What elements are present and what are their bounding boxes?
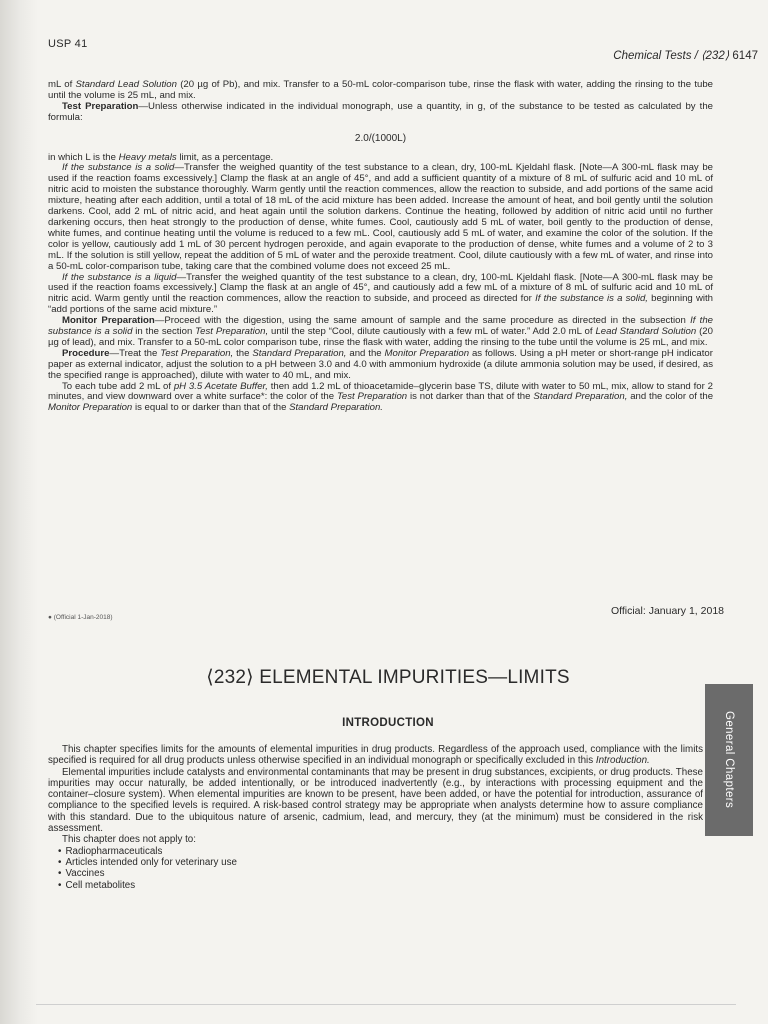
page-spine-shadow bbox=[0, 0, 38, 1024]
introduction-body bbox=[48, 744, 703, 891]
intro-paragraph-2: Elemental impurities include catalysts and environmental contaminants that may be present in drug substances, excipients, or drug products. These impurities may occur naturally, be added intentionally, or be introduced inadvertently (e.g., by interactions with processing equipment and the container–closure system). When elemental impurities are known to be present, have been added, or have the potential for introduction, assurance of compliance to the specified levels is required. A risk-based control strategy may be appropriate when analysts determine how to assure compliance with this standard. Due to the ubiquitous nature of arsenic, cadmium, lead, and mercury, they (at the minimum) must be considered in the risk assessment. bbox=[48, 766, 703, 835]
solid-heading: If the substance is a solid bbox=[62, 162, 175, 174]
formula: 2.0/(1000L) bbox=[354, 132, 407, 144]
paragraph-each-tube: To each tube add 2 mL of pH 3.5 Acetate Buffer, then add 1.2 mL of thioacetamide–glycerin base TS, dilute with water to 50 mL, mix, allow to stand for 2 minutes, and view downward over a white surface*: the color of the Test Preparation is not darker than that of the Standard Preparation, and the color of the Monitor Preparation is equal to or darker than that of the Standard Preparation. bbox=[48, 380, 714, 414]
official-date: Official: January 1, 2018 bbox=[610, 605, 724, 617]
page-number: 6147 bbox=[732, 50, 758, 62]
list-item: • Radiopharmaceuticals bbox=[58, 846, 703, 857]
test-preparation-heading: Test Preparation bbox=[62, 100, 139, 112]
list-item: • Cell metabolites bbox=[58, 880, 703, 891]
paragraph-procedure: Procedure—Treat the Test Preparation, the Standard Preparation, and the Monitor Preparation as follows. Using a pH meter or short-range pH indicator paper as external indicator, adjust the solution to a pH between 3.0 and 4.0 with ammonium hydroxide (a dilute ammonia solution may be used, if desired, as the specified range is approached), dilute with water to 40 mL, and mix. bbox=[48, 347, 713, 381]
monitor-preparation-heading: Monitor Preparation bbox=[62, 315, 155, 327]
intro-paragraph-1: This chapter specifies limits for the amounts of elemental impurities in drug products. Regardless of the approach used, compliance with the limits specified is required for all drug products unless otherwise specified in an individual monograph or specifically excluded in this Introduction. bbox=[48, 744, 703, 767]
paragraph-solid-substance: If the substance is a solid—Transfer the weighed quantity of the test substance to a clean, dry, 100-mL Kjeldahl flask. [Note—A 300-mL flask may be used if the reaction foams excessively.] Clamp the flask at an angle of 45°, and add a sufficient quantity of a mixture of 8 mL of sulfuric acid and 10 mL of nitric acid to moisten the substance thoroughly. Warm gently until the reaction commences, allow the reaction to subside, and add portions of the same acid mixture, heating after each addition, until a total of 18 mL of the acid mixture has been added. Increase the amount of heat, and boil gently until the solution darkens. Cool, add 2 mL of nitric acid, and heat again until the solution darkens. Continue the heating, followed by addition of nitric acid until no further darkening occurs, then heat strongly to the production of dense, white fumes. Cool, cautiously add 5 mL of water, boil gently to the production of dense, white fumes, and continue heating until the volume is reduced to a few mL. Cool, cautiously add 5 mL of water, and examine the color of the solution. If the color is yellow, cautiously add 1 mL of 30 percent hydrogen peroxide, and again evaporate to the production of dense, white fumes and a volume of 2 to 3 mL. If the solution is still yellow, repeat the addition of 5 mL of water and the peroxide treatment. Cool, dilute cautiously with a few mL of water, and rinse into a 50-mL color-comparison tube, taking care that the combined volume does not exceed 25 mL. bbox=[48, 162, 713, 272]
exclusion-list bbox=[48, 846, 703, 891]
paragraph-monitor-preparation: Monitor Preparation—Proceed with the digestion, using the same amount of sample and the same procedure as directed in the subsection If the substance is a solid in the section Test Preparation, until the step “Cool, dilute cautiously with a few mL of water.” Add 2.0 mL of Lead Standard Solution (20 µg of lead), and mix. Transfer to a 50-mL color comparison tube, rinse the flask with water, adding the rinsing to the tube until the volume is 25 mL, and mix. bbox=[48, 315, 713, 348]
tab-label: General Chapters bbox=[723, 711, 735, 809]
document-page bbox=[38, 0, 758, 1024]
chapter-title: ⟨232⟩ ELEMENTAL IMPURITIES—LIMITS bbox=[206, 667, 570, 688]
list-item: • Articles intended only for veterinary use bbox=[58, 857, 703, 868]
paragraph-in-which: in which L is the Heavy metals limit, as a percentage. bbox=[48, 151, 274, 163]
paragraph-standard-lead: mL of Standard Lead Solution (20 µg of Pb), and mix. Transfer to a 50-mL color-comparison tube, rinse the flask with water, adding the rinsing to the tube until the volume is 25 mL, and mix. bbox=[48, 79, 713, 101]
heavy-metals-body bbox=[48, 80, 713, 414]
procedure-heading: Procedure bbox=[62, 347, 110, 359]
general-chapters-tab bbox=[705, 684, 753, 836]
paragraph-test-preparation: Test Preparation—Unless otherwise indicated in the individual monograph, use a quantity, in g, of the substance to be tested as calculated by the formula: bbox=[48, 100, 713, 123]
list-item: • Vaccines bbox=[58, 868, 703, 879]
header-chapter-ref: Chemical Tests / ⟨232⟩ bbox=[613, 50, 730, 62]
running-header-right bbox=[613, 48, 758, 62]
paragraph-liquid-substance: If the substance is a liquid—Transfer the weighed quantity of the test substance to a clean, dry, 100-mL Kjeldahl flask. [Note—A 300-mL flask may be used if the reaction foams excessively.] Clamp the flask at an angle of 45°, and cautiously add a few mL of a mixture of 8 mL of sulfuric acid and 10 mL of nitric acid. Warm gently until the reaction commences, allow the reaction to subside, and proceed as directed for If the substance is a solid, beginning with “add portions of the same acid mixture.” bbox=[48, 271, 713, 316]
official-footnote: ● (Official 1-Jan-2018) bbox=[48, 614, 113, 621]
running-header-left: USP 41 bbox=[48, 38, 88, 50]
page-bottom-rule bbox=[36, 1004, 736, 1005]
intro-paragraph-3: This chapter does not apply to: bbox=[62, 834, 196, 846]
section-heading-introduction: INTRODUCTION bbox=[342, 717, 434, 729]
liquid-heading: If the substance is a liquid bbox=[62, 271, 177, 283]
